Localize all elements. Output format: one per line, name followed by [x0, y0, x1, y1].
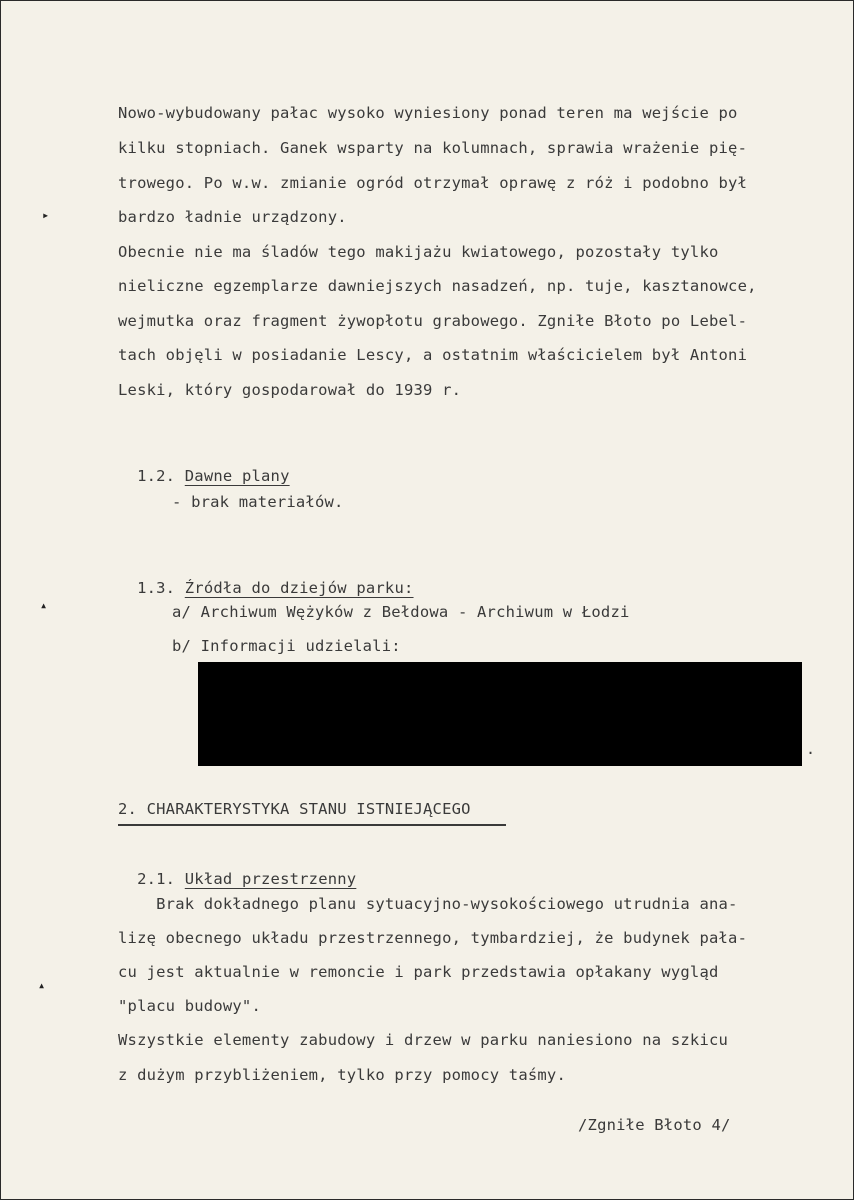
trailing-period: .	[806, 740, 816, 758]
section-title: Źródła do dziejów parku:	[184, 579, 414, 597]
paragraph-line: lizę obecnego układu przestrzennego, tymbardziej, że budynek pała-	[118, 929, 748, 947]
paragraph-line: nieliczne egzemplarze dawniejszych nasadzeń, np. tuje, kasztanowce,	[118, 277, 757, 295]
paragraph-line: Nowo-wybudowany pałac wysoko wyniesiony ponad teren ma wejście po	[118, 104, 738, 122]
list-item: b/ Informacji udzielali:	[172, 637, 401, 655]
margin-mark: ▴	[40, 598, 48, 612]
paragraph-line: tach objęli w posiadanie Lescy, a ostatnim właścicielem był Antoni	[118, 346, 748, 364]
paragraph-line: z dużym przybliżeniem, tylko przy pomocy taśmy.	[118, 1066, 566, 1084]
paragraph-line: Brak dokładnego planu sytuacyjno-wysokościowego utrudnia ana-	[118, 895, 738, 913]
paragraph-line: trowego. Po w.w. zmianie ogród otrzymał oprawę z róż i podobno był	[118, 174, 748, 192]
section-heading	[118, 449, 290, 485]
paragraph-line: kilku stopniach. Ganek wsparty na kolumnach, sprawia wrażenie pię-	[118, 139, 748, 157]
heading-underline	[118, 824, 506, 826]
section-number: 2.1.	[137, 870, 176, 888]
paragraph-line: wejmutka oraz fragment żywopłotu grabowego. Zgniłe Błoto po Lebel-	[118, 312, 748, 330]
page-reference: /Zgniłe Błoto 4/	[578, 1116, 731, 1134]
chapter-heading: 2. CHARAKTERYSTYKA STANU ISTNIEJĄCEGO	[118, 800, 471, 818]
margin-mark: ▴	[38, 978, 46, 992]
paragraph-line: Leski, który gospodarował do 1939 r.	[118, 381, 462, 399]
paragraph-line: Obecnie nie ma śladów tego makijażu kwiatowego, pozostały tylko	[118, 243, 719, 261]
paragraph-line: cu jest aktualnie w remoncie i park przedstawia opłakany wygląd	[118, 963, 719, 981]
section-title: Dawne plany	[184, 467, 290, 485]
list-item: - brak materiałów.	[172, 493, 344, 511]
section-heading	[118, 561, 414, 597]
redaction-block	[198, 662, 802, 766]
section-title: Układ przestrzenny	[184, 870, 357, 888]
list-item: a/ Archiwum Wężyków z Bełdowa - Archiwum w Łodzi	[172, 603, 630, 621]
paragraph-line: bardzo ładnie urządzony.	[118, 208, 347, 226]
section-number: 1.2.	[137, 467, 176, 485]
section-number: 1.3.	[137, 579, 176, 597]
paragraph-line: Wszystkie elementy zabudowy i drzew w parku naniesiono na szkicu	[118, 1031, 729, 1049]
paragraph-line: "placu budowy".	[118, 997, 261, 1015]
section-heading	[118, 852, 356, 888]
margin-mark: ▸	[42, 208, 50, 222]
